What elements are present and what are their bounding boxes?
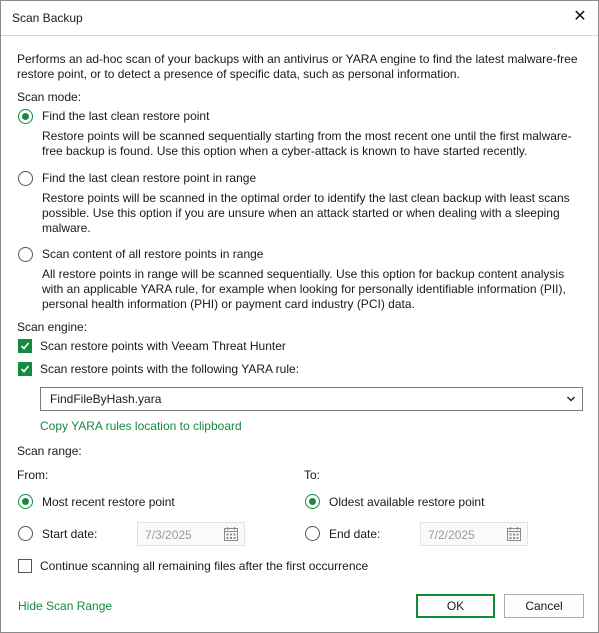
checkmark-icon — [20, 341, 30, 351]
radio-end-date[interactable] — [305, 526, 320, 541]
radio-most-recent[interactable] — [18, 494, 33, 509]
title-bar — [1, 1, 598, 35]
checkbox-yara-label[interactable]: Scan restore points with the following YARA rule: — [40, 362, 300, 376]
from-label: From: — [17, 468, 49, 482]
radio-oldest-available[interactable] — [305, 494, 320, 509]
scan-range-label: Scan range: — [17, 444, 82, 458]
chevron-down-icon — [566, 394, 576, 404]
start-date-value: 7/3/2025 — [145, 528, 192, 542]
hide-scan-range-link[interactable]: Hide Scan Range — [18, 599, 113, 613]
checkmark-icon — [20, 364, 30, 374]
intro-text: Performs an ad-hoc scan of your backups with an antivirus or YARA engine to find the latest malware-free restore point, or to detect a presence of specific data, such as personal information. — [17, 52, 578, 81]
checkbox-continue-scanning-label[interactable]: Continue scanning all remaining files after the first occurrence — [40, 559, 369, 573]
checkbox-yara[interactable] — [18, 362, 32, 376]
yara-rule-select[interactable] — [40, 387, 583, 411]
to-label: To: — [304, 468, 321, 482]
end-date-value: 7/2/2025 — [428, 528, 475, 542]
scan-engine-label: Scan engine: — [17, 320, 88, 334]
radio-most-recent-label[interactable]: Most recent restore point — [42, 495, 175, 509]
calendar-icon[interactable] — [506, 526, 522, 542]
cancel-button[interactable]: Cancel — [504, 594, 584, 618]
radio-end-date-label[interactable]: End date: — [329, 527, 381, 541]
copy-yara-location-link[interactable]: Copy YARA rules location to clipboard — [40, 419, 242, 433]
checkbox-threat-hunter-label[interactable]: Scan restore points with Veeam Threat Hunter — [40, 339, 286, 353]
yara-rule-value: FindFileByHash.yara — [50, 392, 162, 406]
radio-last-clean[interactable] — [18, 109, 33, 124]
close-button[interactable] — [570, 7, 590, 27]
scan-content-description: All restore points in range will be scanned sequentially. Use this option for backup content analysis with an applicable YARA rule, for example when looking for personally identifiable information (PII), personal health information (PHI) or payment card industry (PCI) data. — [42, 267, 566, 311]
radio-scan-content[interactable] — [18, 247, 33, 262]
close-icon: ✕ — [573, 8, 587, 25]
radio-start-date-label[interactable]: Start date: — [42, 527, 98, 541]
last-clean-in-range-description: Restore points will be scanned in the optimal order to identify the last clean backup with least scans possible. Use this option if you are unsure when an attack started or when dealing with a sleeping malware. — [42, 191, 570, 235]
last-clean-description: Restore points will be scanned sequentially starting from the most recent one until the first malware-free backup is found. Use this option when a cyber-attack is known to have started recently. — [42, 129, 572, 158]
end-date-picker[interactable] — [420, 522, 528, 546]
radio-last-clean-label[interactable]: Find the last clean restore point — [42, 109, 210, 123]
checkbox-continue-scanning[interactable] — [18, 559, 32, 573]
radio-oldest-available-label[interactable]: Oldest available restore point — [329, 495, 485, 509]
scan-mode-label: Scan mode: — [17, 90, 82, 104]
calendar-icon[interactable] — [223, 526, 239, 542]
radio-scan-content-label[interactable]: Scan content of all restore points in range — [42, 247, 264, 261]
radio-last-clean-in-range[interactable] — [18, 171, 33, 186]
title-separator — [1, 35, 598, 36]
checkbox-threat-hunter[interactable] — [18, 339, 32, 353]
start-date-picker[interactable] — [137, 522, 245, 546]
dialog-title: Scan Backup — [12, 11, 83, 25]
ok-button[interactable]: OK — [416, 594, 495, 618]
radio-last-clean-in-range-label[interactable]: Find the last clean restore point in range — [42, 171, 257, 185]
radio-start-date[interactable] — [18, 526, 33, 541]
